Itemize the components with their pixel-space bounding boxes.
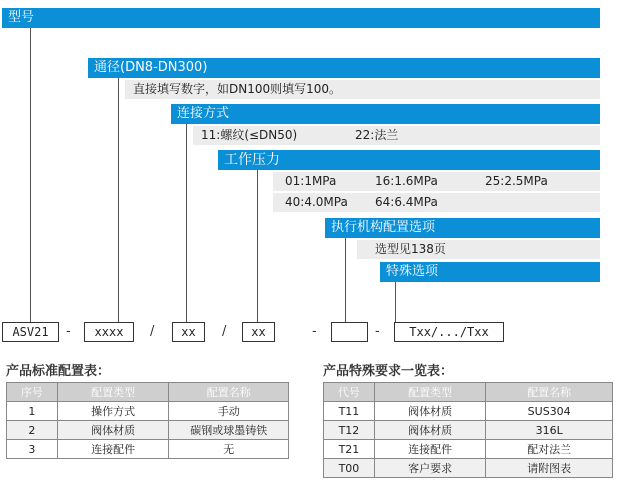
table-row <box>7 440 289 459</box>
table-cell: 316L <box>486 421 613 440</box>
pressure-option-16: 16:1.6MPa <box>375 174 438 188</box>
code-box-actuator <box>331 322 368 342</box>
connection-options <box>193 126 600 145</box>
table-cell: 连接配件 <box>374 440 486 459</box>
dn-note <box>125 80 600 99</box>
separator-slash-2: / <box>222 324 227 339</box>
dn-label: 通径(DN8-DN300) <box>94 60 208 75</box>
table-row <box>324 402 613 421</box>
code-box-model: ASV21 <box>2 322 59 342</box>
actuator-label: 执行机构配置选项 <box>331 220 436 235</box>
table-cell: 连接配件 <box>57 440 169 459</box>
table-cell: 手动 <box>169 402 289 421</box>
column-header: 配置名称 <box>486 383 613 402</box>
actuator-note <box>357 240 600 259</box>
pressure-option-40: 40:4.0MPa <box>285 195 348 209</box>
table-cell: 阀体材质 <box>57 421 169 440</box>
separator-dash-1: - <box>66 324 71 339</box>
connector-line-actuator <box>345 238 346 322</box>
connector-line-model <box>30 28 31 322</box>
table-row <box>324 459 613 478</box>
table-cell: 无 <box>169 440 289 459</box>
table-cell: SUS304 <box>486 402 613 421</box>
table-cell: 请附图表 <box>486 459 613 478</box>
pressure-option-01: 01:1MPa <box>285 174 337 188</box>
column-header: 代号 <box>324 383 375 402</box>
model-label: 型号 <box>8 10 35 25</box>
table-row <box>7 402 289 421</box>
actuator-note-text: 选型见138页 <box>375 242 446 256</box>
pressure-option-64: 64:6.4MPa <box>375 195 438 209</box>
table-cell: T00 <box>324 459 375 478</box>
table-header-row <box>324 383 613 402</box>
dn-bar <box>88 58 600 78</box>
connection-option-threaded: 11:螺纹(≤DN50) <box>201 128 298 142</box>
pressure-options-row2 <box>273 193 600 212</box>
table-cell: 配对法兰 <box>486 440 613 459</box>
table-row <box>324 421 613 440</box>
table-cell: 1 <box>7 402 58 421</box>
column-header: 配置类型 <box>374 383 486 402</box>
special-label: 特殊选项 <box>386 264 439 279</box>
special-requirements-table <box>323 382 613 478</box>
table-cell: 阀体材质 <box>374 421 486 440</box>
actuator-bar <box>325 218 600 238</box>
dn-note-text: 直接填写数字，如DN100则填写100。 <box>133 82 342 96</box>
table-row <box>7 421 289 440</box>
code-box-special: Txx/.../Txx <box>394 322 504 342</box>
code-box-pressure: xx <box>242 322 275 342</box>
connector-line-connection <box>186 122 187 322</box>
column-header: 序号 <box>7 383 58 402</box>
model-bar <box>2 8 600 28</box>
connector-line-dn <box>118 78 119 322</box>
separator-dash-2: - <box>312 324 317 339</box>
separator-slash-1: / <box>150 324 155 339</box>
standard-table-title: 产品标准配置表： <box>6 364 111 379</box>
table-cell: 客户要求 <box>374 459 486 478</box>
separator-dash-3: - <box>375 324 380 339</box>
pressure-label: 工作压力 <box>224 152 280 168</box>
special-bar <box>380 262 600 282</box>
table-cell: T12 <box>324 421 375 440</box>
table-cell: 操作方式 <box>57 402 169 421</box>
table-row <box>324 440 613 459</box>
table-cell: T21 <box>324 440 375 459</box>
table-header-row <box>7 383 289 402</box>
connector-line-special <box>395 282 396 322</box>
connection-label: 连接方式 <box>177 106 230 121</box>
column-header: 配置类型 <box>57 383 169 402</box>
code-box-dn: xxxx <box>84 322 134 342</box>
code-box-connection: xx <box>172 322 205 342</box>
pressure-bar <box>218 150 600 170</box>
pressure-option-25: 25:2.5MPa <box>485 174 548 188</box>
table-cell: 阀体材质 <box>374 402 486 421</box>
table-cell: 3 <box>7 440 58 459</box>
pressure-options-row1 <box>273 172 600 191</box>
special-table-title: 产品特殊要求一览表： <box>323 364 454 379</box>
connection-option-flange: 22:法兰 <box>355 128 399 142</box>
connector-line-pressure <box>257 170 258 322</box>
table-cell: 2 <box>7 421 58 440</box>
standard-config-table <box>6 382 289 459</box>
connection-bar <box>171 104 600 124</box>
table-cell: T11 <box>324 402 375 421</box>
table-cell: 碳钢或球墨铸铁 <box>169 421 289 440</box>
column-header: 配置名称 <box>169 383 289 402</box>
